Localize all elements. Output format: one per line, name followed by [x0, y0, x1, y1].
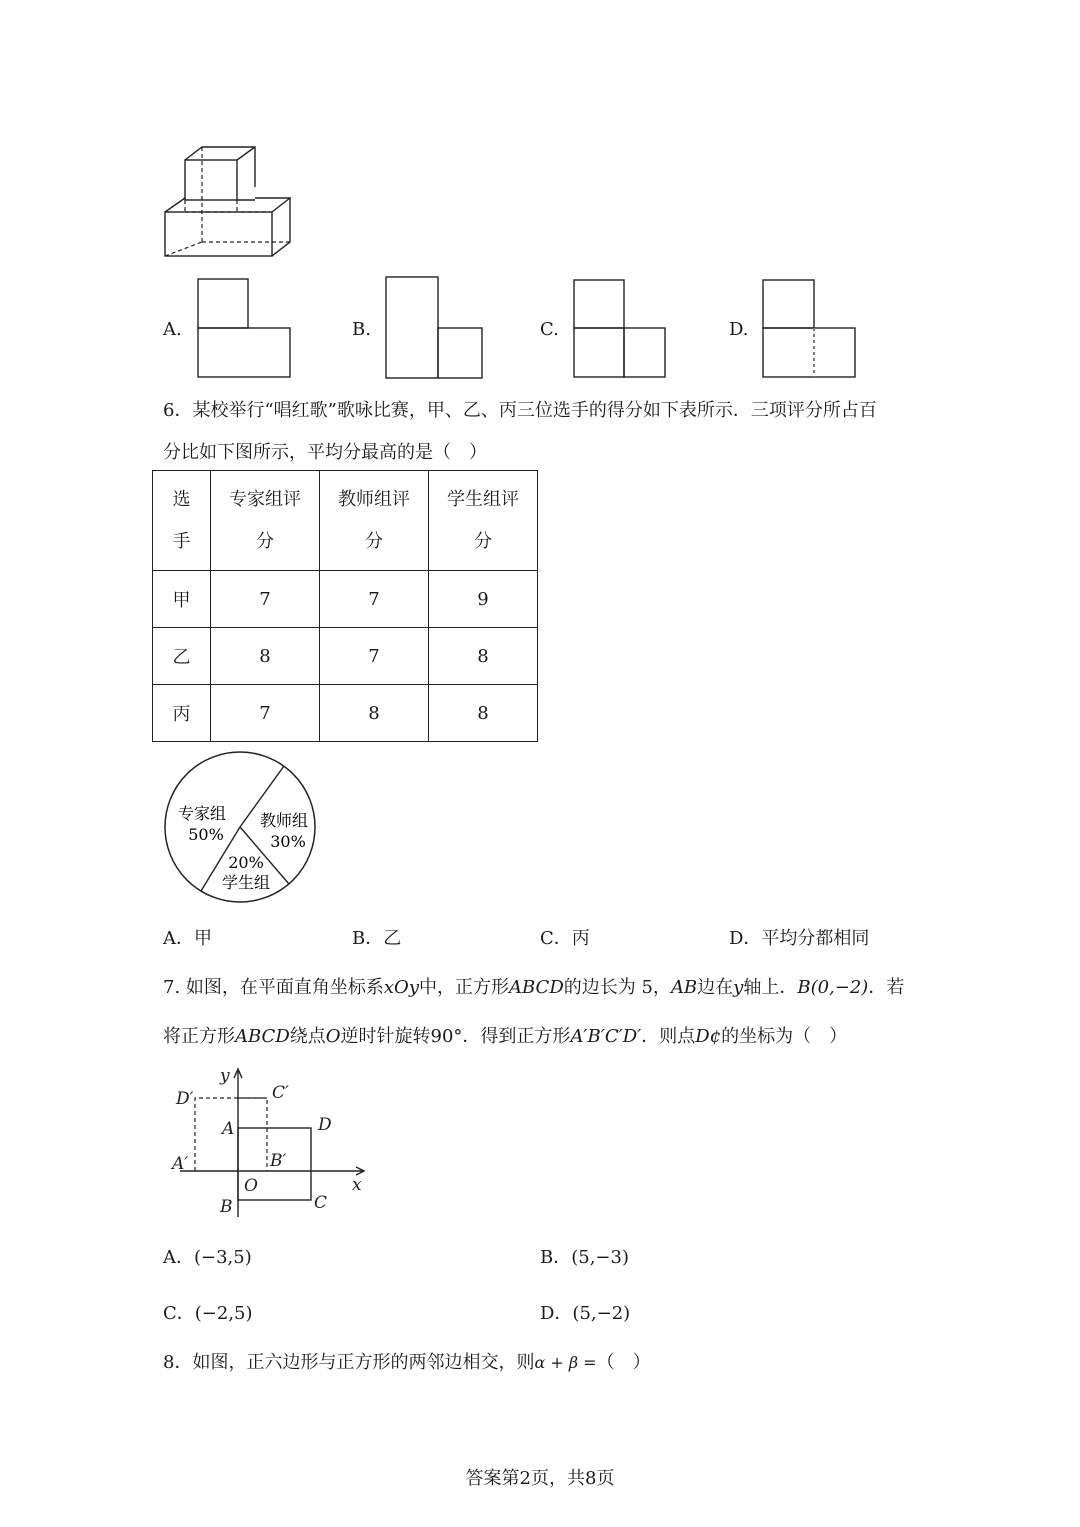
- label-B-prime: B′: [270, 1151, 287, 1171]
- q7-math: D¢: [695, 1026, 722, 1047]
- label-D-prime: D′: [176, 1089, 194, 1109]
- q5-option-a-figure: [197, 278, 293, 379]
- header-line: 选: [172, 488, 191, 510]
- table-cell: 7: [320, 628, 429, 685]
- table-cell: 8: [429, 685, 538, 742]
- label-A: A: [222, 1119, 235, 1139]
- q7-text: 中，正方形: [418, 977, 509, 998]
- q7-text: 将正方形: [163, 1026, 235, 1047]
- q8-expression: α + β =: [534, 1353, 597, 1372]
- label-C-prime: C′: [272, 1083, 289, 1103]
- q7-option-c[interactable]: C．(−2,5): [163, 1303, 253, 1324]
- label-x-axis: x: [352, 1175, 362, 1195]
- q7-stem-line1: [163, 973, 904, 999]
- pie-label-expert-pct: 50%: [188, 825, 224, 844]
- q5-option-c-label[interactable]: C.: [540, 319, 559, 340]
- pie-label-student-pct: 20%: [228, 853, 264, 872]
- header-line: 学生组评: [447, 488, 519, 510]
- table-header-cell: [153, 471, 211, 571]
- q8-stem: [163, 1348, 651, 1374]
- q8-text: 8．如图，正六边形与正方形的两邻边相交，则: [163, 1352, 535, 1373]
- q7-text: ．则点: [641, 1026, 696, 1047]
- q7-text: 7. 如图，在平面直角坐标系: [163, 977, 384, 998]
- q7-math: xOy: [383, 977, 419, 998]
- header-line: 手: [172, 530, 191, 552]
- table-cell: 7: [211, 685, 320, 742]
- q7-text: 绕点: [289, 1026, 326, 1047]
- q7-math: ABCD: [508, 977, 564, 998]
- header-line: 专家组评: [229, 488, 301, 510]
- q7-text: 边在: [697, 977, 734, 998]
- table-cell: 乙: [153, 628, 211, 685]
- table-cell: 8: [429, 628, 538, 685]
- q5-option-c-figure: [573, 279, 668, 379]
- table-header-row: [153, 471, 538, 571]
- q6-stem-line1: 6．某校举行“唱红歌”歌咏比赛，甲、乙、丙三位选手的得分如下表所示．三项评分所占百: [163, 400, 877, 421]
- header-line: 分: [365, 530, 383, 552]
- q7-option-d[interactable]: D．(5,−2): [540, 1303, 631, 1324]
- header-line: 分: [474, 530, 492, 552]
- q5-option-a-label[interactable]: A.: [163, 319, 182, 340]
- q5-option-d-label[interactable]: D.: [729, 319, 749, 340]
- pie-label-student-name: 学生组: [221, 873, 271, 892]
- q6-option-b[interactable]: B．乙: [352, 928, 402, 949]
- label-C: C: [314, 1193, 328, 1213]
- pie-label-teacher-pct: 30%: [270, 832, 306, 851]
- q7-option-b[interactable]: B．(5,−3): [540, 1247, 629, 1268]
- table-cell: 7: [320, 571, 429, 628]
- table-cell: 丙: [153, 685, 211, 742]
- q7-math: ABCD: [235, 1026, 290, 1047]
- table-cell: 8: [211, 628, 320, 685]
- table-header-cell: [429, 471, 538, 571]
- table-row: [153, 685, 538, 742]
- q7-stem-line2: [163, 1022, 847, 1048]
- label-B: B: [220, 1197, 233, 1217]
- table-cell: 7: [211, 571, 320, 628]
- q5-option-b-label[interactable]: B.: [352, 319, 371, 340]
- q7-coordinate-figure: [168, 1062, 373, 1220]
- q7-text: 逆时针旋转90°．得到正方形: [340, 1026, 571, 1047]
- q7-math: B(0,−2): [797, 977, 869, 998]
- q7-text: 的坐标为（ ）: [721, 1026, 848, 1047]
- table-cell: 8: [320, 685, 429, 742]
- q6-option-d[interactable]: D．平均分都相同: [729, 928, 870, 949]
- q7-option-a[interactable]: A．(−3,5): [163, 1247, 252, 1268]
- q7-text: ．若: [868, 977, 905, 998]
- q5-solid-figure: [160, 140, 295, 260]
- q5-option-b-figure: [385, 276, 485, 380]
- q7-text: 轴上．: [743, 977, 798, 998]
- label-y-axis: y: [220, 1066, 230, 1086]
- header-line: 分: [256, 530, 274, 552]
- label-O: O: [244, 1176, 258, 1196]
- q6-score-table: [152, 470, 538, 742]
- q7-math: y: [733, 977, 744, 998]
- table-header-cell: [320, 471, 429, 571]
- table-header-cell: [211, 471, 320, 571]
- q7-math: O: [325, 1026, 341, 1047]
- table-cell: 甲: [153, 571, 211, 628]
- q8-text-tail: （ ）: [596, 1352, 651, 1373]
- label-A-prime: A′: [172, 1154, 189, 1174]
- pie-label-teacher-name: 教师组: [259, 811, 309, 830]
- q6-option-c[interactable]: C．丙: [540, 928, 590, 949]
- q6-stem-line2: 分比如下图所示，平均分最高的是（ ）: [163, 442, 487, 463]
- pie-label-expert-name: 专家组: [177, 804, 227, 823]
- label-D: D: [318, 1115, 332, 1135]
- q6-pie-chart: [160, 750, 320, 906]
- table-row: [153, 628, 538, 685]
- q6-option-a[interactable]: A．甲: [163, 928, 212, 949]
- table-row: [153, 571, 538, 628]
- header-line: 教师组评: [338, 488, 410, 510]
- table-cell: 9: [429, 571, 538, 628]
- q7-math: AB: [670, 977, 698, 998]
- q7-text: 的边长为 5，: [563, 977, 671, 998]
- q5-option-d-figure: [762, 279, 858, 379]
- page-footer: 答案第2页，共8页: [465, 1468, 615, 1489]
- q7-math: A′B′C′D′: [570, 1026, 642, 1047]
